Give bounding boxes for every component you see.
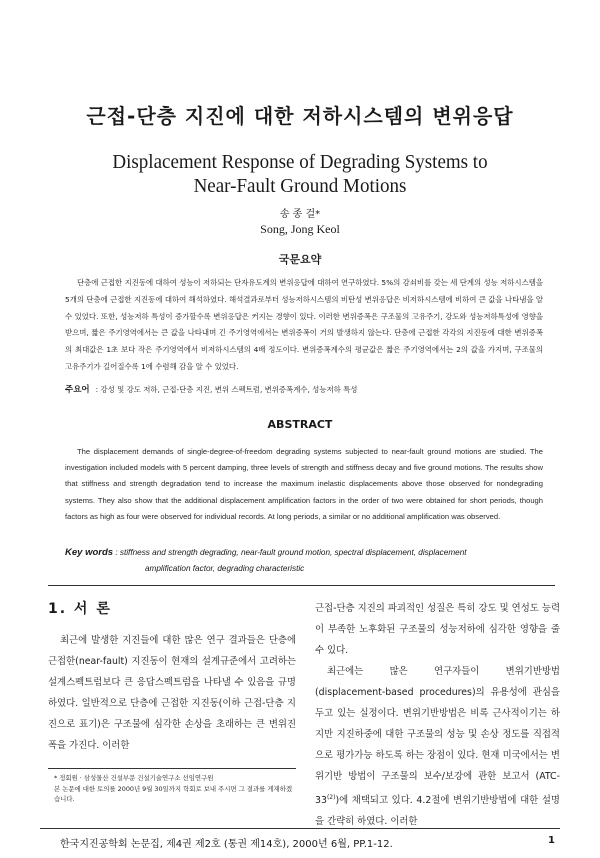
footer-divider <box>40 828 560 829</box>
section-1-title: 1. 서 론 <box>48 601 112 617</box>
keywords-korean-text: : 강성 및 강도 저하, 근접-단층 지진, 변위 스펙트럼, 변위증폭계수, 성능저하 특성 <box>95 385 358 394</box>
keywords-english-line-1: : stiffness and strength degrading, near-fault ground motion, spectral displacement, displacement <box>113 548 467 557</box>
journal-citation: 한국지진공학회 논문집, 제4권 제2호 (통권 제14호), 2000년 6월, PP.1-12. <box>60 839 393 850</box>
abstract-korean-heading: 국문요약 <box>278 253 322 266</box>
section-divider <box>48 585 555 586</box>
keywords-english-label: Key words <box>65 547 114 558</box>
keywords-korean-label: 주요어 <box>65 385 90 395</box>
right-column-body <box>315 598 560 832</box>
citation-ref: (2) <box>326 794 336 801</box>
abstract-english: The displacement demands of single-degree-of-freedom degrading systems subjected to near-fault ground motions are studied. The investigation included models with 5 percent damping, three levels of strength and stiffness decay and five ground motions. The results show that stiffness and strength degradation tend to increase the maximum inelastic displacements above those observed for nondegrading systems. They also show that the additional displacement amplification factors in the order of two were obtained for short periods, though factors as high as four were observed for individual records. At long periods, a similar or no additional amplification was observed. <box>65 447 543 521</box>
left-column-body <box>48 630 296 756</box>
title-english-line-1: Displacement Response of Degrading Systems to <box>112 151 488 173</box>
footnote-author: * 정회원 · 삼성물산 건설부문 건설기술연구소 선임연구원 <box>54 774 214 782</box>
title-english <box>15 150 585 198</box>
footnote <box>54 773 294 805</box>
paragraph: 최근에 발생한 지진들에 대한 많은 연구 결과들은 단층에 근접한(near-fault) 지진동이 현재의 설계규준에서 고려하는 설계스펙트럼보다 큰 응답스펙트럼을 나타낼 수 있음을 규명하였다. 일반적으로 단층에 근접한 지진동(이하 근접-단층 지진으로 표기)은 구조물에 심각한 손상을 초래하는 큰 변위진폭을 가진다. 이러한 <box>48 635 296 751</box>
title-english-line-2: Near-Fault Ground Motions <box>193 175 407 197</box>
keywords-korean <box>65 384 543 396</box>
paragraph: 근접-단층 지진의 파괴적인 성질은 특히 강도 및 연성도 능력이 부족한 노후화된 구조물의 성능저하에 심각한 영향을 줄 수 있다. <box>315 603 560 656</box>
title-korean: 근접-단층 지진에 대한 저하시스템의 변위응답 <box>86 104 514 128</box>
abstract-english-heading: ABSTRACT <box>267 418 333 431</box>
footnote-discussion: 본 논문에 대한 토의를 2000년 9월 30일까지 학회로 보내 주시면 그 결과를 게재하겠습니다. <box>54 784 293 803</box>
abstract-korean: 단층에 근접한 지진동에 대하여 성능이 저하되는 단자유도계의 변위응답에 대하여 연구하였다. 5%의 감쇠비를 갖는 세 단계의 성능 저하시스템을 5개의 단층에 근접한 지진동에 대하여 해석하였다. 해석결과로부터 성능저하시스템의 비탄성 변위응답은 비저하시스템에 비하여 큰 값을 나타냄을 알 수 있었다. 또한, 성능저하 특성이 증가할수록 변위응답은 커지는 경향이 있다. 이러한 변위증폭은 구조물의 고유주기, 강도와 성능저하특성에 영향을 받으며, 짧은 주기영역에서는 큰 값을 나타내며 긴 주기영역에서는 변위증폭이 거의 발생하지 않는다. 단층에 근접한 각각의 지진동에 대한 변위증폭의 최대값은 1초 보다 작은 주기영역에서 비저하시스템의 4배 정도이다. 변위증폭계수의 평균값은 짧은 주기영역에서는 2의 값을 가지며, 구조물의 고유주기가 길어질수록 1에 수렴해 감을 알 수 있었다. <box>65 278 543 371</box>
keywords-english-line-2: amplification factor, degrading characteristic <box>145 564 305 573</box>
footnote-divider <box>48 768 296 769</box>
paragraph-part-a: 최근에는 많은 연구자들이 변위기반방법(displacement-based procedures)의 유용성에 관심을 두고 있는 실정이다. 변위기반방법은 비록 근사적이기는 하지만 지진하중에 대한 구조물의 성능 및 손상 정도를 직접적으로 평가가능 하도록 하는 장점이 있다. 현재 미국에서는 변위기반 방법이 구조물의 보수/보강에 관한 보고서 (ATC-33 <box>315 666 560 807</box>
right-column <box>315 598 560 832</box>
keywords-english <box>65 545 543 577</box>
paragraph <box>315 661 560 832</box>
author-korean: 송 종 걸* <box>279 209 321 220</box>
author-english: Song, Jong Keol <box>260 222 340 236</box>
left-column <box>48 598 296 756</box>
page-number: 1 <box>548 835 555 846</box>
paragraph-part-b: )에 채택되고 있다. 4.2절에 변위기반방법에 대한 설명을 간략히 하였다. 이러한 <box>315 795 560 828</box>
